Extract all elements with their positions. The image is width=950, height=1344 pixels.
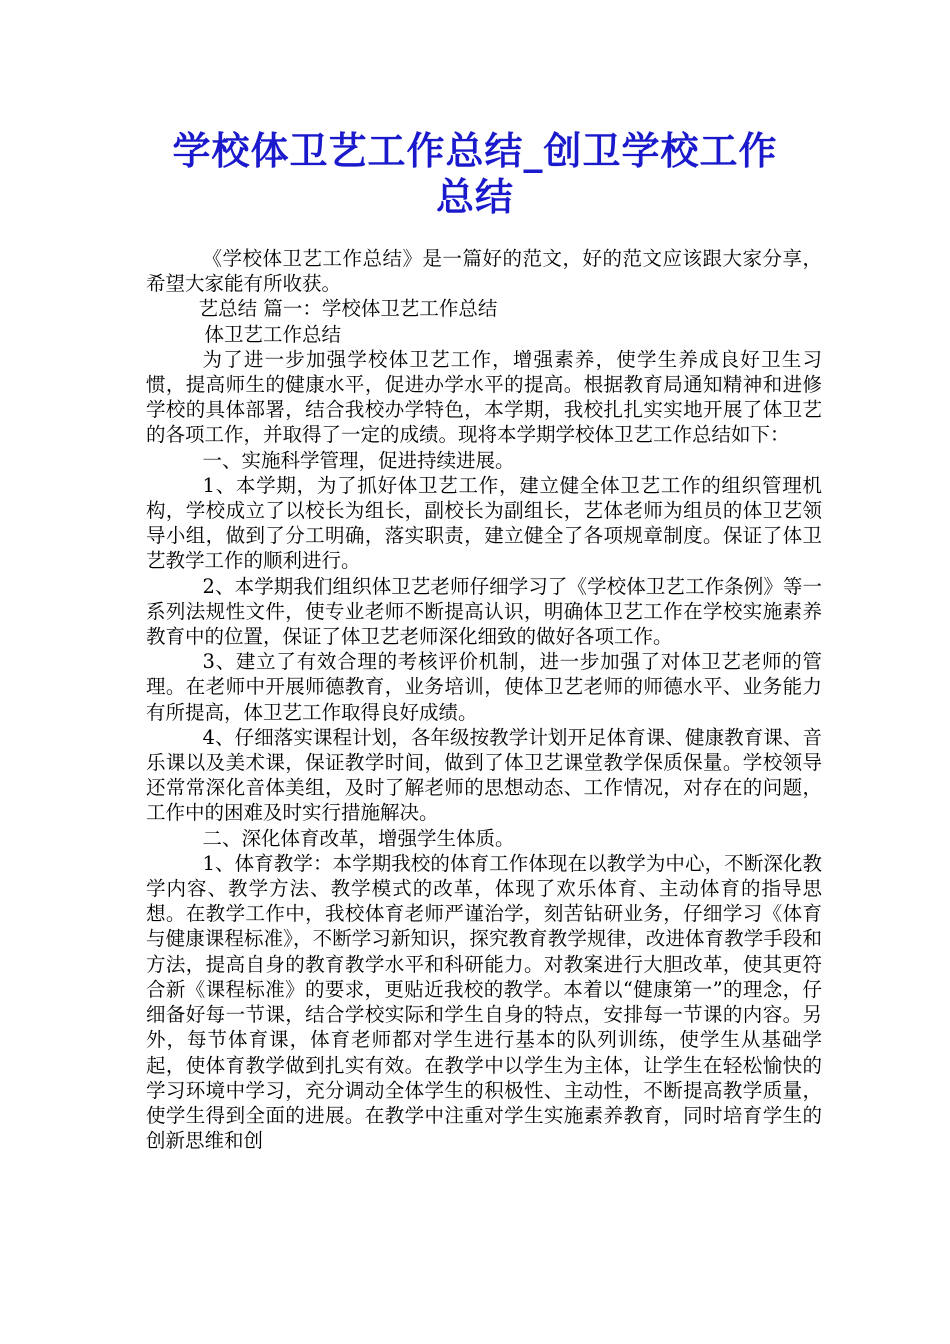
section-subheading: 体卫艺工作总结 [204, 322, 342, 346]
title-line-1: 学校体卫艺工作总结_创卫学校工作 [172, 128, 778, 173]
section-heading: 一、实施科学管理，促进持续进展。 [202, 448, 515, 472]
body-paragraph: 4、仔细落实课程计划，各年级按教学计划开足体育课、健康教育课、音乐课以及美术课，保证教学时间，做到了体卫艺课堂教学保质保量。学校领导还常常深化音体美组，及时了解老师的思想动态、工作情况，对存在的问题，工作中的困难及时实行措施解决。 [146, 725, 822, 825]
body-paragraph: 1、体育教学：本学期我校的体育工作体现在以教学为中心，不断深化教学内容、教学方法、教学模式的改革，体现了欢乐体育、主动体育的指导思想。在教学工作中，我校体育老师严谨治学，刻苦钻研业务，仔细学习《体育与健康课程标准》，不断学习新知识，探究教育教学规律，改进体育教学手段和方法，提高自身的教育教学水平和科研能力。对教案进行大胆改革，使其更符合新《课程标准》的要求，更贴近我校的教学。本着以“健康第一”的理念，仔细备好每一节课，结合学校实际和学生自身的特点，安排每一节课的内容。另外，每节体育课，体育老师都对学生进行基本的队列训练，使学生从基础学起，使体育教学做到扎实有效。在教学中以学生为主体，让学生在轻松愉快的学习环境中学习，充分调动全体学生的积极性、主动性，不断提高教学质量，使学生得到全面的进展。在教学中注重对学生实施素养教育，同时培育学生的创新思维和创 [146, 851, 822, 1153]
section-heading: 二、深化体育改革，增强学生体质。 [202, 826, 515, 850]
intro-paragraph: 《学校体卫艺工作总结》是一篇好的范文，好的范文应该跟大家分享，希望大家能有所收获。 [146, 247, 822, 296]
section-heading: 艺总结 篇一：学校体卫艺工作总结 [198, 297, 498, 321]
body-paragraph: 1、本学期，为了抓好体卫艺工作，建立健全体卫艺工作的组织管理机构，学校成立了以校长为组长，副校长为副组长，艺体老师为组员的体卫艺领导小组，做到了分工明确，落实职责，建立健全了各项规章制度。保证了体卫艺教学工作的顺利进行。 [146, 473, 822, 573]
document-body [146, 246, 822, 1153]
body-paragraph: 为了进一步加强学校体卫艺工作，增强素养，使学生养成良好卫生习惯，提高师生的健康水平，促进办学水平的提高。根据教育局通知精神和进修学校的具体部署，结合我校办学特色，本学期，我校扎扎实实地开展了体卫艺的各项工作，并取得了一定的成绩。现将本学期学校体卫艺工作总结如下： [146, 347, 822, 447]
document-title [130, 128, 820, 220]
body-paragraph: 2、本学期我们组织体卫艺老师仔细学习了《学校体卫艺工作条例》等一系列法规性文件，使专业老师不断提高认识，明确体卫艺工作在学校实施素养教育中的位置，保证了体卫艺老师深化细致的做好各项工作。 [146, 574, 822, 649]
body-paragraph: 3、建立了有效合理的考核评价机制，进一步加强了对体卫艺老师的管理。在老师中开展师德教育，业务培训，使体卫艺老师的师德水平、业务能力有所提高，体卫艺工作取得良好成绩。 [146, 650, 822, 724]
title-line-2: 总结 [435, 174, 514, 219]
